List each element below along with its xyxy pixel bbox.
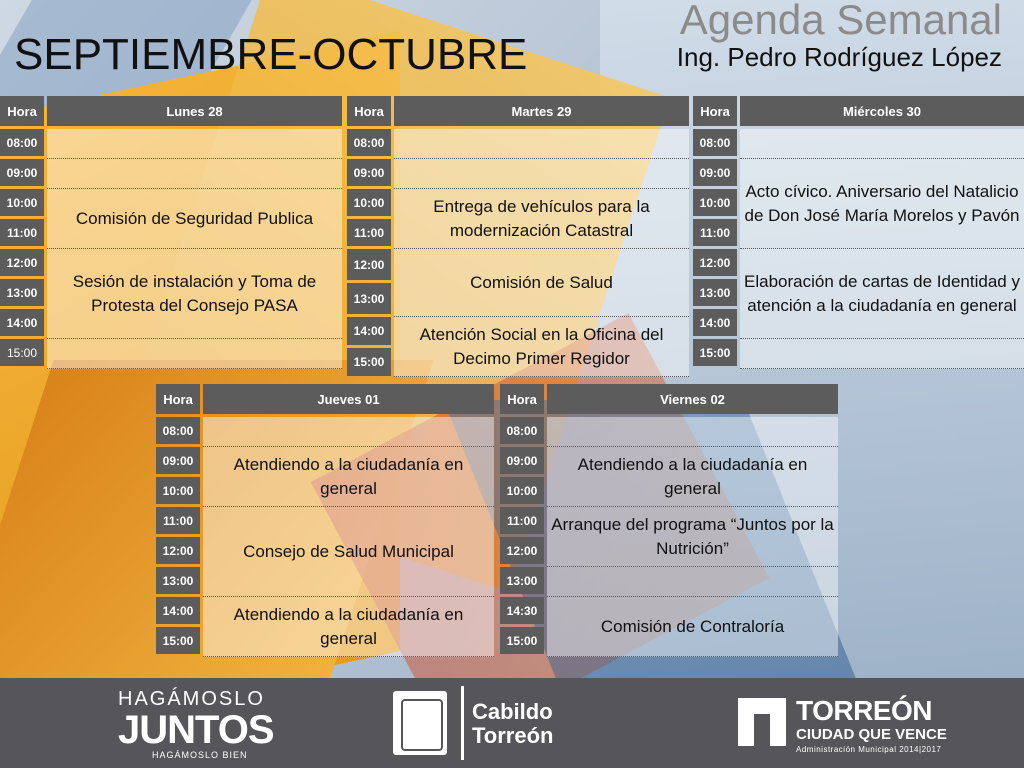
cabildo-logo — [472, 700, 553, 748]
hour-cell: 09:00 — [156, 447, 200, 474]
hour-cell: 08:00 — [693, 129, 737, 156]
event-cell — [394, 129, 689, 159]
hour-cell: 09:00 — [347, 159, 391, 186]
event-column — [394, 126, 689, 377]
agenda-header — [677, 0, 1002, 72]
torreon-line: TORREÓN — [796, 695, 932, 726]
torreon-logo — [796, 696, 947, 756]
hour-cell: 08:00 — [0, 129, 44, 156]
event-cell: Atendiendo a la ciudadanía en general — [547, 447, 838, 507]
event-cell: Sesión de instalación y Toma de Protesta del Consejo PASA — [47, 249, 342, 339]
hour-cell: 15:00 — [500, 627, 544, 654]
event-column — [47, 126, 342, 369]
hour-cell: 14:30 — [500, 597, 544, 624]
day-header: Lunes 28 — [47, 96, 342, 126]
logo-line: HAGÁMOSLO — [118, 688, 265, 710]
event-cell: Comisión de Contraloría — [547, 597, 838, 657]
event-cell — [47, 339, 342, 369]
day-header: Viernes 02 — [547, 384, 838, 414]
coat-of-arms-icon — [390, 688, 450, 758]
hour-cell: 11:00 — [0, 219, 44, 246]
event-cell — [547, 417, 838, 447]
torreon-tower-icon — [738, 698, 786, 746]
cabildo-line: Torreón — [472, 723, 554, 748]
hour-cell: 12:00 — [156, 537, 200, 564]
hour-cell: 11:00 — [347, 219, 391, 246]
hour-column — [0, 126, 44, 369]
schedule-tuesday — [347, 96, 689, 377]
day-header: Jueves 01 — [203, 384, 494, 414]
hour-cell: 12:00 — [0, 249, 44, 276]
hour-cell: 11:00 — [156, 507, 200, 534]
hour-cell: 13:00 — [693, 279, 737, 306]
hour-cell: 15:00 — [347, 348, 391, 376]
hora-header: Hora — [500, 384, 544, 414]
event-cell — [47, 129, 342, 159]
event-cell — [547, 567, 838, 597]
schedule-monday — [0, 96, 342, 369]
hour-cell: 12:00 — [347, 249, 391, 280]
hour-cell: 10:00 — [693, 189, 737, 216]
hour-cell: 09:00 — [0, 159, 44, 186]
event-column — [740, 126, 1024, 369]
event-cell: Consejo de Salud Municipal — [203, 507, 494, 597]
schedule-thursday — [156, 384, 494, 657]
event-cell: Comisión de Salud — [394, 249, 689, 317]
hour-cell: 13:00 — [500, 567, 544, 594]
hour-cell: 15:00 — [0, 339, 44, 366]
hour-column — [347, 126, 391, 377]
hour-cell: 12:00 — [693, 249, 737, 276]
footer-bar — [0, 678, 1024, 768]
event-cell — [394, 159, 689, 189]
event-cell: Entrega de vehículos para la modernización Catastral — [394, 189, 689, 249]
hour-cell: 14:00 — [0, 309, 44, 336]
event-cell: Acto cívico. Aniversario del Natalicio de Don José María Morelos y Pavón — [740, 159, 1024, 249]
hour-cell: 10:00 — [500, 477, 544, 504]
event-column — [203, 414, 494, 657]
hour-cell: 13:00 — [347, 283, 391, 314]
hagamoslo-juntos-logo — [118, 688, 274, 760]
hora-header: Hora — [347, 96, 391, 126]
agenda-title: Agenda Semanal — [679, 0, 1002, 43]
hour-cell: 11:00 — [500, 507, 544, 534]
event-cell — [203, 417, 494, 447]
hour-cell: 08:00 — [156, 417, 200, 444]
hour-cell: 13:00 — [0, 279, 44, 306]
event-cell — [740, 339, 1024, 369]
hour-cell: 09:00 — [693, 159, 737, 186]
hour-column — [693, 126, 737, 369]
official-name: Ing. Pedro Rodríguez López — [676, 42, 1002, 72]
cabildo-line: Cabildo — [472, 699, 553, 724]
hour-cell: 11:00 — [693, 219, 737, 246]
hour-cell: 14:00 — [156, 597, 200, 624]
hour-cell: 08:00 — [500, 417, 544, 444]
hour-cell: 12:00 — [500, 537, 544, 564]
hour-column — [500, 414, 544, 657]
hour-cell: 08:00 — [347, 129, 391, 156]
hour-cell: 10:00 — [347, 189, 391, 216]
hour-cell: 15:00 — [693, 339, 737, 366]
event-cell: Elaboración de cartas de Identidad y atención a la ciudadanía en general — [740, 249, 1024, 339]
logo-line: HAGÁMOSLO BIEN — [152, 750, 248, 760]
hour-cell: 14:00 — [347, 317, 391, 345]
hour-cell: 10:00 — [156, 477, 200, 504]
event-cell: Atención Social en la Oficina del Decimo Primer Regidor — [394, 317, 689, 377]
hour-cell: 13:00 — [156, 567, 200, 594]
hora-header: Hora — [0, 96, 44, 126]
day-header: Miércoles 30 — [740, 96, 1024, 126]
event-cell: Atendiendo a la ciudadanía en general — [203, 447, 494, 507]
page-title: SEPTIEMBRE-OCTUBRE — [14, 30, 528, 79]
hora-header: Hora — [693, 96, 737, 126]
event-cell: Arranque del programa “Juntos por la Nutrición” — [547, 507, 838, 567]
event-cell: Atendiendo a la ciudadanía en general — [203, 597, 494, 657]
torreon-line: CIUDAD QUE VENCE — [796, 726, 947, 743]
hour-cell: 14:00 — [693, 309, 737, 336]
hour-cell: 10:00 — [0, 189, 44, 216]
day-header: Martes 29 — [394, 96, 689, 126]
divider — [461, 686, 464, 760]
hour-cell: 15:00 — [156, 627, 200, 654]
schedule-wednesday — [693, 96, 1024, 369]
schedule-friday — [500, 384, 838, 657]
logo-line: JUNTOS — [118, 708, 274, 752]
event-cell: Comisión de Seguridad Publica — [47, 189, 342, 249]
event-column — [547, 414, 838, 657]
hour-cell: 09:00 — [500, 447, 544, 474]
event-cell — [740, 129, 1024, 159]
hour-column — [156, 414, 200, 657]
hora-header: Hora — [156, 384, 200, 414]
torreon-line: Administración Municipal 2014|2017 — [796, 745, 942, 754]
event-cell — [47, 159, 342, 189]
